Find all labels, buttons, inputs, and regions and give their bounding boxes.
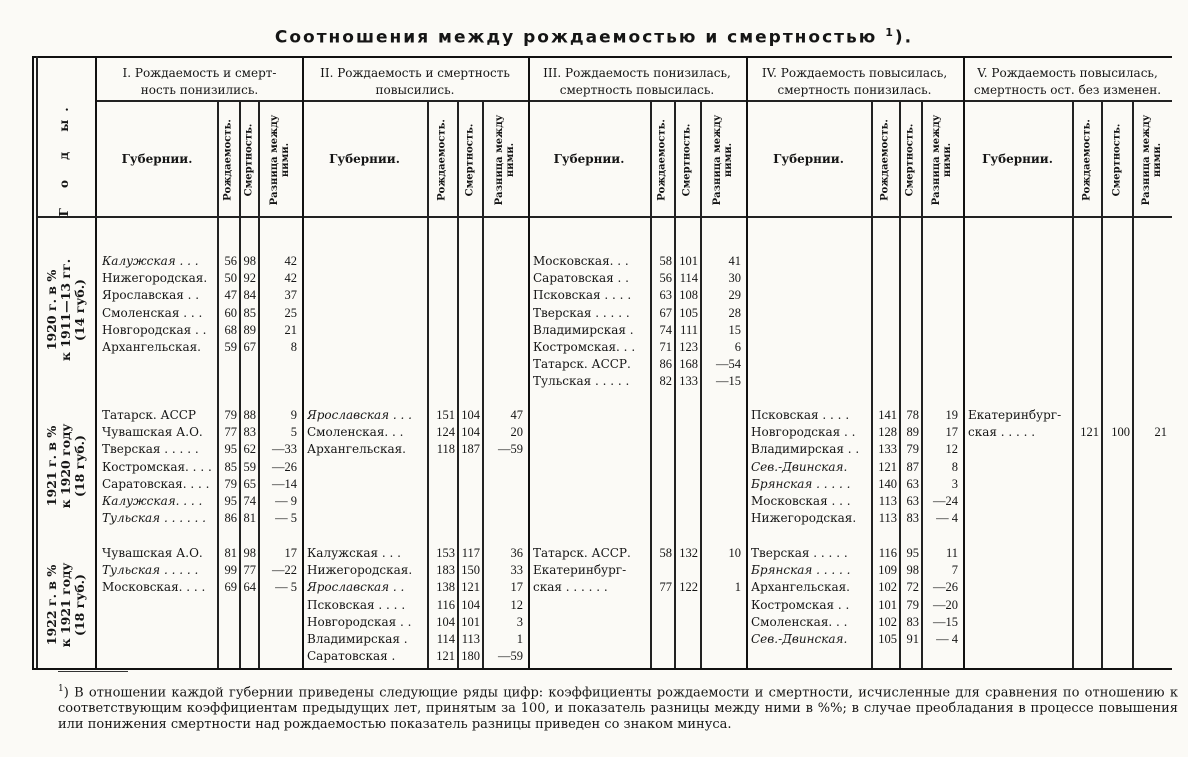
- births-value: 79: [224, 408, 237, 422]
- births-value: 56: [224, 254, 237, 268]
- deaths-value: 104: [461, 425, 480, 440]
- deaths-value: 79: [906, 597, 919, 612]
- province-name: Новгородская . .: [102, 322, 207, 337]
- births-value: 151: [436, 408, 455, 422]
- group-header-line2: смертность понизилась.: [777, 83, 932, 97]
- deaths-value: 150: [461, 563, 480, 578]
- births-value: 121: [436, 649, 455, 664]
- deaths-header: Смертность.: [1111, 123, 1122, 197]
- footnote-mark: 1: [58, 684, 64, 694]
- deaths-value: 95: [906, 546, 919, 560]
- group-header-line1: I. Рождаемость и смерт-: [122, 66, 277, 80]
- births-value: 56: [659, 271, 672, 286]
- deaths-value: 59: [243, 459, 256, 474]
- births-value: 71: [659, 340, 672, 354]
- diff-value: 7: [951, 563, 958, 578]
- province-name: Калужская. . . .: [102, 494, 203, 508]
- table-bottom-border: [32, 668, 1172, 670]
- births-value: 121: [1080, 425, 1099, 440]
- deaths-value: 98: [906, 563, 919, 578]
- deaths-value: 187: [461, 442, 480, 457]
- births-value: 95: [224, 442, 237, 457]
- births-value: 69: [224, 580, 237, 595]
- diff-value: 5: [290, 425, 297, 440]
- births-value: 140: [878, 476, 897, 491]
- province-name: Татарск. АССР.: [533, 357, 631, 372]
- group-header-line1: V. Рождаемость повысилась,: [977, 66, 1158, 80]
- row-block-label-line: 1921 г. в %: [44, 425, 59, 507]
- births-value: [650, 562, 672, 579]
- group-header: [302, 65, 528, 99]
- deaths-value: 77: [243, 563, 256, 578]
- deaths-value: 63: [906, 476, 919, 491]
- diff-value: —15: [933, 614, 958, 629]
- births-value: 85: [224, 459, 237, 474]
- year-header: Г о д ы.: [57, 99, 71, 217]
- diff-value: 36: [510, 546, 523, 560]
- deaths-value: 113: [461, 632, 480, 646]
- diff-value: 41: [728, 254, 741, 268]
- births-value: 113: [878, 494, 897, 508]
- row-block-label-line: (18 губ.): [72, 435, 87, 497]
- group-divider: [963, 56, 965, 668]
- deaths-value: 121: [461, 580, 480, 595]
- deaths-value: 111: [680, 322, 698, 337]
- births-value: 101: [878, 597, 897, 612]
- births-value: [1072, 407, 1099, 424]
- deaths-value: 83: [906, 614, 919, 629]
- row-block-label-line: (18 губ.): [72, 574, 87, 636]
- births-value: 99: [224, 563, 237, 578]
- deaths-value: [674, 562, 698, 579]
- table-left-border: [32, 56, 34, 668]
- deaths-value: 180: [461, 649, 480, 664]
- diff-value: 1: [516, 632, 523, 646]
- province-name: Тульская . . . . . .: [102, 511, 206, 526]
- province-name: Костромская. . . .: [102, 459, 212, 474]
- births-value: 47: [224, 288, 237, 303]
- province-name: Псковская . . . .: [307, 597, 406, 612]
- deaths-value: 123: [679, 340, 698, 354]
- diff-value: 47: [510, 408, 523, 422]
- births-value: 124: [436, 425, 455, 440]
- births-value: 81: [224, 546, 237, 560]
- diff-value: 17: [284, 546, 297, 560]
- diff-value: —26: [272, 459, 297, 474]
- deaths-value: 117: [461, 546, 480, 560]
- births-value: 63: [659, 288, 672, 303]
- diff-value: — 5: [275, 511, 297, 526]
- table-title: Соотношения между рождаемостью и смертностью $^1$).: [274, 26, 914, 48]
- diff-value: —15: [716, 374, 741, 389]
- group-header: [963, 65, 1172, 99]
- province-name: Саратовская .: [307, 649, 396, 664]
- deaths-value: 83: [906, 511, 919, 526]
- province-header: Губернии.: [773, 152, 844, 166]
- group-header-line2: ность понизились.: [140, 83, 259, 97]
- deaths-value: 104: [461, 597, 480, 612]
- diff-value: 3: [516, 614, 523, 629]
- births-value: 86: [659, 357, 672, 372]
- province-name: Сев.-Двинская.: [751, 632, 848, 646]
- deaths-value: 101: [679, 254, 698, 268]
- province-name: Ярославская . . .: [307, 408, 412, 422]
- row-block-label: [45, 259, 87, 361]
- diff-value: — 4: [936, 632, 958, 646]
- diff-value: 42: [284, 271, 297, 286]
- deaths-value: 100: [1111, 425, 1130, 440]
- province-name: Сев.-Двинская.: [751, 459, 848, 474]
- deaths-value: 79: [906, 442, 919, 457]
- province-name: Тверская . . . . .: [533, 305, 630, 320]
- births-value: 77: [659, 580, 672, 595]
- births-value: 118: [436, 442, 455, 457]
- row-block-label-line: 1922 г. в %: [44, 564, 59, 646]
- province-header: Губернии.: [982, 152, 1053, 166]
- births-value: 102: [878, 614, 897, 629]
- group-header-line2: смертность ост. без изменен.: [973, 83, 1162, 97]
- births-value: 95: [224, 494, 237, 508]
- deaths-value: 105: [679, 305, 698, 320]
- province-name: Ярославская . .: [307, 580, 405, 595]
- province-name: Брянская . . . . .: [751, 563, 851, 578]
- births-header: Рождаемость.: [222, 119, 234, 201]
- province-header: Губернии.: [553, 152, 625, 166]
- province-name: Московская. . . .: [102, 580, 206, 595]
- diff-value: 21: [284, 322, 297, 337]
- province-name: Владимирская .: [307, 632, 408, 646]
- deaths-value: 78: [906, 408, 919, 422]
- deaths-value: 67: [243, 340, 256, 354]
- diff-value: 20: [510, 425, 523, 440]
- births-value: 86: [224, 511, 237, 526]
- province-name: Московская. . .: [533, 254, 629, 268]
- province-name: Саратовская . .: [533, 271, 629, 286]
- births-value: 105: [878, 632, 897, 646]
- births-value: 141: [878, 408, 897, 422]
- births-header: Рождаемость.: [436, 119, 448, 201]
- deaths-value: 87: [906, 459, 919, 474]
- diff-value: —54: [716, 357, 741, 372]
- diff-value: [700, 562, 741, 579]
- province-name: Калужская . . .: [102, 254, 199, 268]
- diff-value: 15: [728, 322, 741, 337]
- deaths-value: 101: [461, 614, 480, 629]
- births-column-divider: [1072, 100, 1074, 668]
- births-value: 138: [436, 580, 455, 595]
- province-name: Тверская . . . . .: [751, 546, 848, 560]
- deaths-value: 98: [243, 546, 256, 560]
- province-name: Псковская . . . .: [533, 288, 632, 303]
- diff-value: 12: [510, 597, 523, 612]
- diff-value: 17: [945, 425, 958, 440]
- row-block-label: [45, 424, 87, 509]
- province-name: Псковская . . . .: [751, 408, 850, 422]
- deaths-column-divider: [1101, 100, 1103, 668]
- table-top-border: [32, 56, 1172, 58]
- deaths-value: 85: [243, 305, 256, 320]
- deaths-header: Смертность.: [681, 123, 693, 197]
- births-header: Рождаемость.: [656, 119, 668, 201]
- row-block-label-line: к 1911—13 гг.: [58, 258, 73, 362]
- province-name: Архангельская.: [751, 580, 850, 595]
- deaths-header: Смертность.: [904, 123, 916, 197]
- deaths-value: 83: [243, 425, 256, 440]
- births-value: 128: [878, 425, 897, 440]
- province-name: Смоленская. . .: [307, 425, 404, 440]
- province-name: Татарск. АССР.: [533, 546, 631, 560]
- diff-value: 10: [728, 546, 741, 560]
- diff-header: Разница между ними.: [1141, 114, 1163, 206]
- diff-value: 21: [1154, 425, 1167, 440]
- births-value: 79: [224, 476, 237, 491]
- province-name: Нижегородская.: [102, 271, 208, 286]
- diff-value: —59: [498, 649, 523, 664]
- footnote-text: ) В отношении каждой губернии приведены следующие ряды цифр: коэффициенты рождаемости и смертности, исчисленные для сравнения по отношению к соответствующим коэффициентам предыдущих лет, принятым за 100, и показатель разницы между ними в %%; в случае преобладания в процессе повышения или понижения смертности над рождаемостью показатель разницы приведен со знаком минуса.: [58, 685, 1178, 733]
- births-value: 104: [436, 614, 455, 629]
- row-block-label-line: 1920 г. в %: [44, 269, 59, 351]
- deaths-value: 133: [679, 374, 698, 389]
- diff-value: — 5: [275, 580, 297, 595]
- diff-value: 9: [290, 408, 297, 422]
- diff-value: —22: [272, 563, 297, 578]
- group-header-line2: смертность повысилась.: [559, 83, 715, 97]
- deaths-value: 62: [243, 442, 256, 457]
- province-name: Брянская . . . . .: [751, 476, 851, 491]
- diff-value: —33: [272, 442, 297, 457]
- births-value: 109: [878, 563, 897, 578]
- deaths-value: [1101, 407, 1130, 424]
- diff-value: 29: [728, 288, 741, 303]
- province-header: Губернии.: [121, 152, 193, 166]
- diff-value: —26: [933, 580, 958, 595]
- province-name: Архангельская.: [102, 340, 201, 354]
- diff-value: 3: [951, 476, 958, 491]
- births-value: 59: [224, 340, 237, 354]
- diff-value: [1132, 407, 1167, 424]
- diff-value: 1: [734, 580, 741, 595]
- province-name: Смоленская . . .: [102, 305, 203, 320]
- births-value: 67: [659, 305, 672, 320]
- deaths-value: 132: [679, 546, 698, 560]
- province-name: Чувашская А.О.: [102, 546, 203, 560]
- deaths-value: 104: [461, 408, 480, 422]
- births-header: Рождаемость.: [879, 119, 891, 201]
- province-name: ская . . . . . .: [533, 580, 608, 595]
- deaths-value: 168: [679, 357, 698, 372]
- diff-value: —14: [272, 476, 297, 491]
- province-name: Смоленская. . .: [751, 614, 848, 629]
- diff-value: 8: [951, 459, 958, 474]
- province-header: Губернии.: [329, 152, 400, 166]
- deaths-value: 63: [906, 494, 919, 508]
- deaths-value: 89: [906, 425, 919, 440]
- footnote: [58, 681, 1178, 733]
- year-column-border: [95, 56, 97, 668]
- diff-value: 19: [945, 408, 958, 422]
- province-name: Новгородская . .: [307, 614, 412, 629]
- deaths-value: 122: [679, 580, 698, 595]
- province-name: Тверская . . . . .: [102, 442, 199, 457]
- births-value: 77: [224, 425, 237, 440]
- province-name: ская . . . . .: [968, 425, 1036, 440]
- deaths-value: 89: [243, 322, 256, 337]
- deaths-value: 81: [243, 511, 256, 526]
- births-value: 183: [436, 563, 455, 578]
- births-value: 60: [224, 305, 237, 320]
- province-name: Саратовская. . . .: [102, 476, 210, 491]
- deaths-value: 91: [906, 632, 919, 646]
- province-name: Ярославская . .: [102, 288, 200, 303]
- diff-value: 12: [945, 442, 958, 457]
- diff-header: Разница между ними.: [931, 114, 953, 206]
- diff-value: —24: [933, 494, 958, 508]
- province-name: Нижегородская.: [751, 511, 857, 526]
- diff-value: 42: [284, 254, 297, 268]
- diff-header: Разница между ними.: [494, 114, 516, 206]
- diff-header: Разница между ними.: [712, 114, 734, 206]
- group-header-line1: III. Рождаемость понизилась,: [543, 66, 731, 80]
- deaths-value: 92: [243, 271, 256, 286]
- births-value: 68: [224, 322, 237, 337]
- births-value: 102: [878, 580, 897, 595]
- births-value: 116: [878, 546, 897, 560]
- province-name: Нижегородская.: [307, 563, 413, 578]
- group-header: [528, 65, 746, 99]
- births-value: 114: [436, 632, 455, 646]
- deaths-value: 114: [679, 271, 698, 286]
- row-block-label-line: (14 губ.): [72, 279, 87, 341]
- group-divider: [302, 56, 304, 668]
- deaths-value: 84: [243, 288, 256, 303]
- deaths-value: 65: [243, 476, 256, 491]
- table-left-border-inner: [36, 56, 38, 668]
- births-value: 58: [659, 254, 672, 268]
- births-value: 133: [878, 442, 897, 457]
- diff-header: Разница между ними.: [269, 114, 291, 206]
- footnote-divider: [58, 671, 128, 672]
- diff-value: 30: [728, 271, 741, 286]
- births-value: 121: [878, 459, 897, 474]
- group-header-line2: повысились.: [375, 83, 455, 97]
- deaths-value: 64: [243, 580, 256, 595]
- group-header: [97, 65, 302, 99]
- deaths-value: 98: [243, 254, 256, 268]
- diff-column-divider: [1132, 100, 1134, 668]
- province-name: Московская . . .: [751, 494, 851, 508]
- province-name: Владимирская .: [533, 322, 634, 337]
- diff-value: 37: [284, 288, 297, 303]
- diff-value: 8: [290, 340, 297, 354]
- diff-value: —20: [933, 597, 958, 612]
- births-value: 50: [224, 271, 237, 286]
- births-value: 58: [659, 546, 672, 560]
- province-name: Тульская . . . . .: [533, 374, 630, 389]
- diff-value: —59: [498, 442, 523, 457]
- deaths-value: 108: [679, 288, 698, 303]
- diff-value: — 9: [275, 494, 297, 508]
- deaths-value: 74: [243, 494, 256, 508]
- province-name: Чувашская А.О.: [102, 425, 203, 440]
- province-name: Архангельская.: [307, 442, 406, 457]
- group-header-line1: IV. Рождаемость повысилась,: [761, 66, 948, 80]
- diff-value: 6: [734, 340, 741, 354]
- births-value: 153: [436, 546, 455, 560]
- diff-value: 28: [728, 305, 741, 320]
- group-header: [746, 65, 963, 99]
- province-name: Владимирская . .: [751, 442, 860, 457]
- diff-value: — 4: [936, 511, 958, 526]
- diff-value: 17: [510, 580, 523, 595]
- province-name: Калужская . . .: [307, 546, 401, 560]
- births-header: Рождаемость.: [1081, 119, 1092, 201]
- province-name: Новгородская . .: [751, 425, 856, 440]
- deaths-header: Смертность.: [243, 123, 254, 197]
- births-value: 113: [878, 511, 897, 526]
- province-name: Тульская . . . . .: [102, 563, 199, 578]
- births-value: 74: [659, 322, 672, 337]
- province-name: Костромская . .: [751, 597, 850, 612]
- row-block-label-line: к 1920 году: [58, 423, 73, 509]
- group-divider: [528, 56, 530, 668]
- deaths-value: 88: [243, 408, 256, 422]
- diff-value: 33: [510, 563, 523, 578]
- province-name: Екатеринбург-: [533, 563, 627, 578]
- row-block-label-line: к 1921 году: [58, 562, 73, 648]
- deaths-header: Смертность.: [464, 123, 475, 197]
- province-name: Татарск. АССР: [102, 408, 197, 422]
- deaths-value: 72: [906, 580, 919, 595]
- province-name: Костромская. . .: [533, 340, 636, 354]
- group-divider: [746, 56, 748, 668]
- births-value: 82: [659, 374, 672, 389]
- row-block-label: [45, 563, 87, 648]
- diff-value: 11: [945, 546, 958, 560]
- subheader-rule: [36, 216, 1172, 218]
- births-value: 116: [436, 597, 455, 612]
- province-name: Екатеринбург-: [968, 408, 1062, 422]
- group-header-line1: II. Рождаемость и смертность: [320, 66, 510, 80]
- diff-value: 25: [284, 305, 297, 320]
